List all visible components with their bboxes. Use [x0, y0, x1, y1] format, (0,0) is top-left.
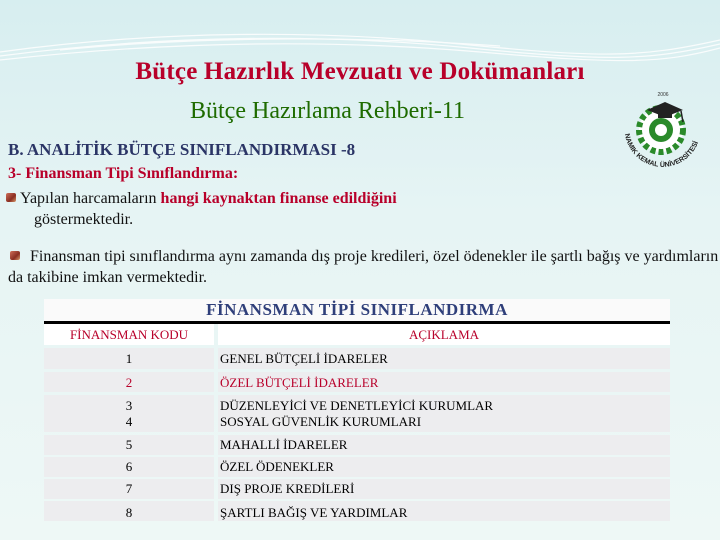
- svg-text:NAMIK KEMAL ÜNİVERSİTESİ: NAMIK KEMAL ÜNİVERSİTESİ: [622, 132, 701, 169]
- row-code: 4: [125, 414, 133, 429]
- bullet-icon: [6, 193, 16, 202]
- row-code: 3: [125, 398, 133, 413]
- row-code: 5: [125, 437, 133, 452]
- table-row: [44, 457, 670, 477]
- row-code: 8: [125, 505, 133, 520]
- svg-text:2006: 2006: [657, 92, 669, 98]
- row-description: DÜZENLEYİCİ VE DENETLEYİCİ KURUMLAR: [220, 398, 494, 413]
- page-subtitle: Bütçe Hazırlama Rehberi-11: [190, 98, 465, 124]
- row-description: ÖZEL ÖDENEKLER: [220, 459, 334, 474]
- paragraph-2: [8, 246, 720, 288]
- paragraph-1-suffix: göstermektedir.: [34, 211, 134, 228]
- page-title: Bütçe Hazırlık Mevzuatı ve Dokümanları: [135, 58, 585, 85]
- row-description: ÖZEL BÜTÇELİ İDARELER: [220, 375, 379, 390]
- row-description: SOSYAL GÜVENLİK KURUMLARI: [220, 414, 422, 429]
- paragraph-1-emphasis: hangi kaynaktan finanse edildiğini: [160, 190, 397, 207]
- table-row: [44, 501, 670, 521]
- row-description: MAHALLİ İDARELER: [220, 437, 348, 452]
- paragraph-1: [6, 188, 566, 230]
- row-code: 1: [125, 351, 133, 366]
- section-heading: B. ANALİTİK BÜTÇE SINIFLANDIRMASI -8: [8, 140, 356, 159]
- table-row: [44, 435, 670, 455]
- table-header-description: AÇIKLAMA: [218, 324, 670, 345]
- row-description: GENEL BÜTÇELİ İDARELER: [220, 351, 388, 366]
- paragraph-1-prefix: Yapılan harcamaların: [20, 190, 161, 207]
- row-code: 2: [125, 375, 133, 390]
- table-row: [44, 479, 670, 499]
- table-title: FİNANSMAN TİPİ SINIFLANDIRMA: [44, 299, 670, 324]
- row-code: 6: [125, 459, 133, 474]
- classification-heading: 3- Finansman Tipi Sınıflandırma:: [8, 165, 239, 182]
- table-row: [44, 395, 670, 432]
- paragraph-2-text: Finansman tipi sınıflandırma aynı zamanda dış proje kredileri, özel ödenekler ile şartlı bağış ve yardımların da takibine imkan vermektedir.: [8, 248, 719, 286]
- table-row: [44, 348, 670, 369]
- university-logo: [617, 84, 709, 172]
- bullet-icon: [10, 251, 20, 260]
- row-description: DIŞ PROJE KREDİLERİ: [220, 481, 355, 496]
- table-row: [44, 372, 670, 392]
- row-description: ŞARTLI BAĞIŞ VE YARDIMLAR: [220, 505, 408, 520]
- row-code: 7: [125, 481, 133, 496]
- table-header-code: FİNANSMAN KODU: [44, 324, 214, 345]
